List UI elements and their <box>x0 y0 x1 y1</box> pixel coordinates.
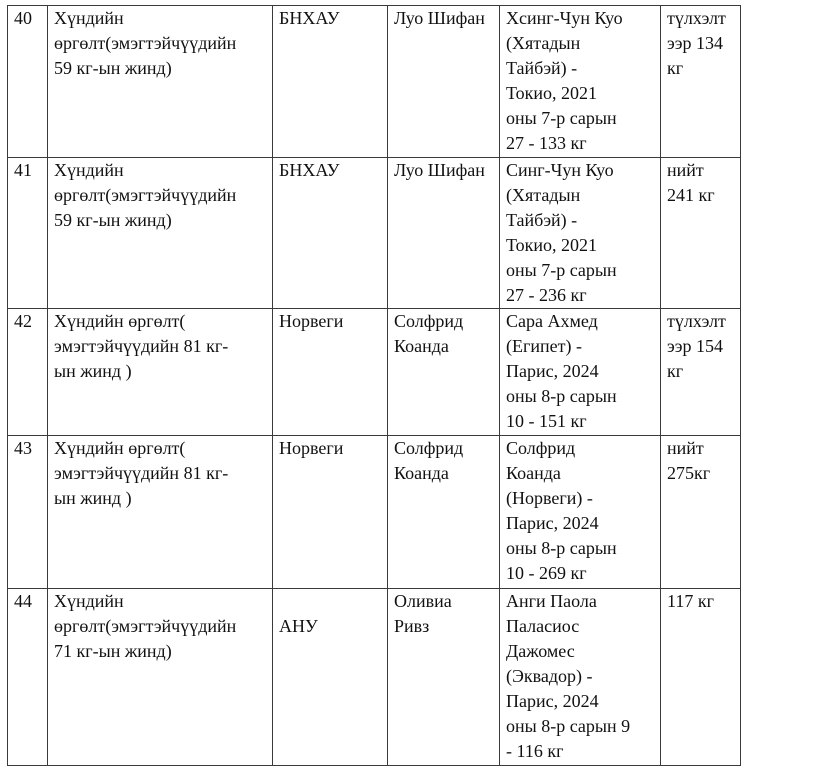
records-table-body <box>8 6 741 766</box>
table-row <box>8 309 741 436</box>
previous-record-cell: Хсинг-Чун Куо (Хятадын Тайбэй) - Токио, 2021 оны 7-р сарын 27 - 133 кг <box>500 6 661 158</box>
row-number-cell: 41 <box>8 158 48 309</box>
table-row <box>8 158 741 309</box>
athlete-cell: Солфрид Коанда <box>388 309 500 436</box>
previous-record-cell: Сара Ахмед (Египет) - Парис, 2024 оны 8-р сарын 10 - 151 кг <box>500 309 661 436</box>
event-cell: Хүндийн өргөлт(эмэгтэйчүүдийн 59 кг-ын жинд) <box>48 6 273 158</box>
event-cell: Хүндийн өргөлт( эмэгтэйчүүдийн 81 кг- ын жинд ) <box>48 436 273 589</box>
result-cell: түлхэлт ээр 134 кг <box>661 6 741 158</box>
row-number-cell: 44 <box>8 589 48 766</box>
result-cell: нийт 275кг <box>661 436 741 589</box>
table-row <box>8 6 741 158</box>
country-cell: АНУ <box>273 589 388 766</box>
athlete-cell: Луо Шифан <box>388 6 500 158</box>
result-cell: нийт 241 кг <box>661 158 741 309</box>
country-cell: Норвеги <box>273 309 388 436</box>
row-number-cell: 40 <box>8 6 48 158</box>
previous-record-cell: Солфрид Коанда (Норвеги) - Парис, 2024 оны 8-р сарын 10 - 269 кг <box>500 436 661 589</box>
event-cell: Хүндийн өргөлт(эмэгтэйчүүдийн 71 кг-ын жинд) <box>48 589 273 766</box>
row-number-cell: 42 <box>8 309 48 436</box>
event-cell: Хүндийн өргөлт(эмэгтэйчүүдийн 59 кг-ын жинд) <box>48 158 273 309</box>
table-row <box>8 589 741 766</box>
row-number-cell: 43 <box>8 436 48 589</box>
previous-record-cell: Анги Паола Паласиос Дажомес (Эквадор) - Парис, 2024 оны 8-р сарын 9 - 116 кг <box>500 589 661 766</box>
athlete-cell: Солфрид Коанда <box>388 436 500 589</box>
result-cell: 117 кг <box>661 589 741 766</box>
country-cell: Норвеги <box>273 436 388 589</box>
athlete-cell: Оливиа Ривз <box>388 589 500 766</box>
records-table <box>7 5 741 766</box>
previous-record-cell: Синг-Чун Куо (Хятадын Тайбэй) - Токио, 2021 оны 7-р сарын 27 - 236 кг <box>500 158 661 309</box>
athlete-cell: Луо Шифан <box>388 158 500 309</box>
table-row <box>8 436 741 589</box>
country-cell: БНХАУ <box>273 158 388 309</box>
result-cell: түлхэлт ээр 154 кг <box>661 309 741 436</box>
event-cell: Хүндийн өргөлт( эмэгтэйчүүдийн 81 кг- ын жинд ) <box>48 309 273 436</box>
country-cell: БНХАУ <box>273 6 388 158</box>
